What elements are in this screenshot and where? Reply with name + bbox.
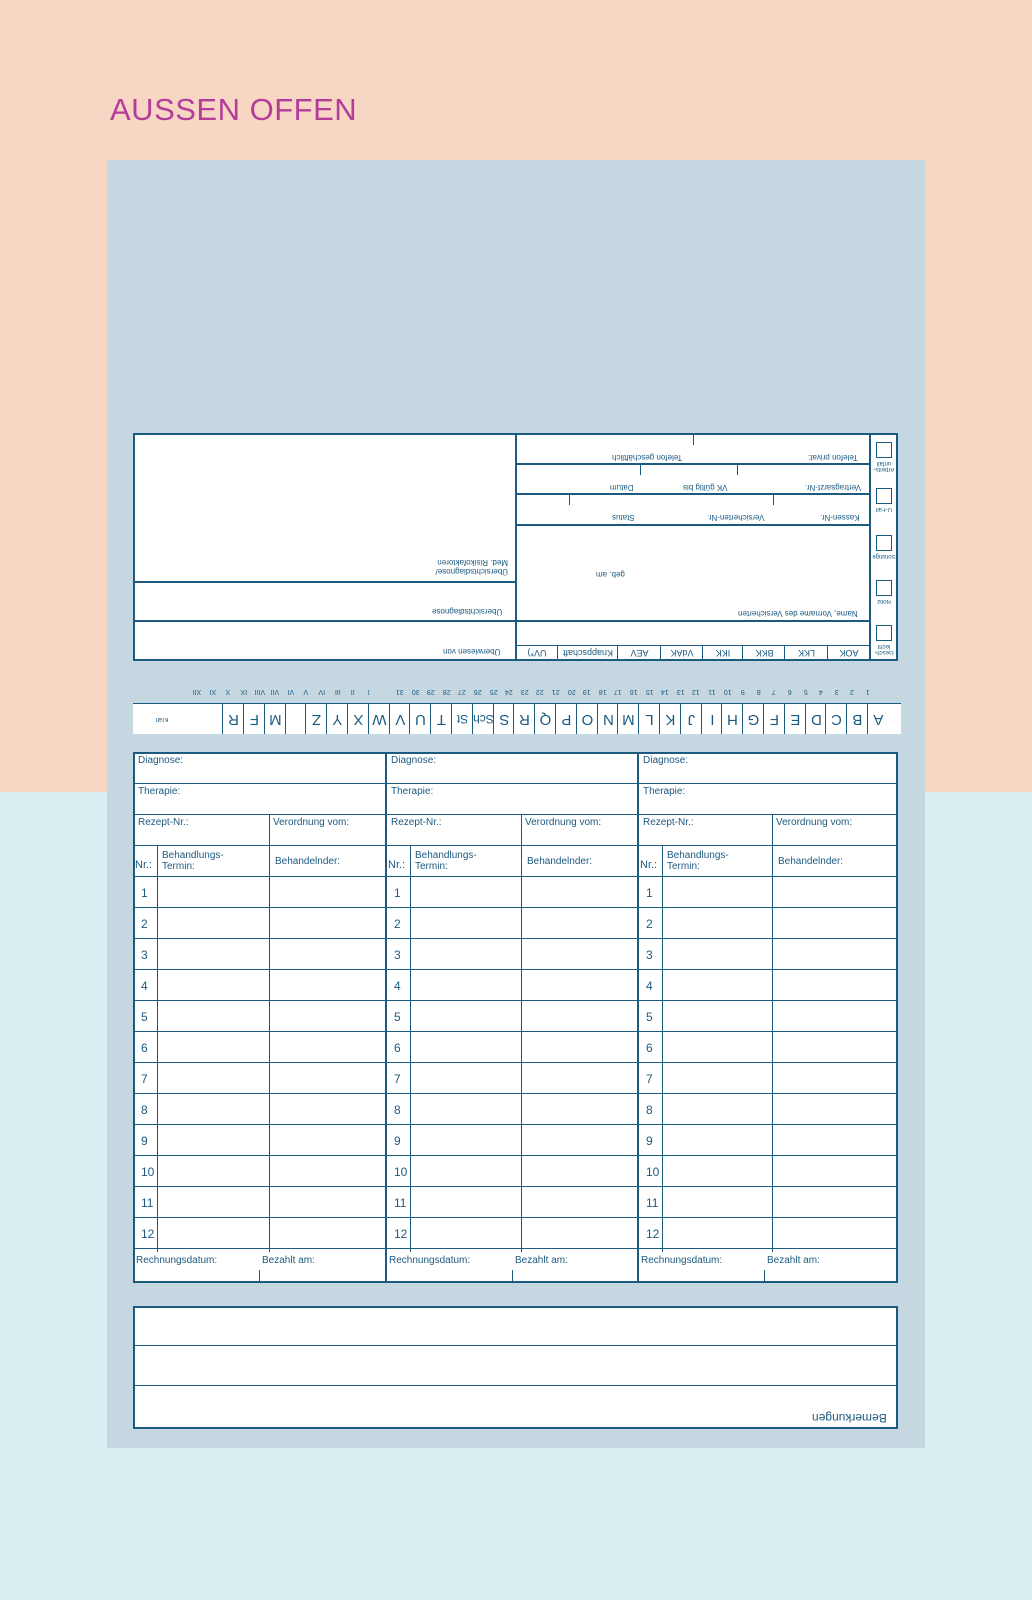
row-number: 11 bbox=[394, 1196, 407, 1210]
overview-diagnosis-risk-label: Übersichtsdiagnose/ Med. Risikofaktoren bbox=[435, 558, 508, 576]
number-tab[interactable]: 3 bbox=[834, 688, 839, 695]
treatment-date-label: Behandlungs- Termin: bbox=[162, 850, 224, 872]
treatment-date-label: Behandlungs- Termin: bbox=[415, 850, 477, 872]
small-index-label: Kraft bbox=[155, 716, 169, 722]
prescribed-on-label: Verordnung vom: bbox=[273, 817, 350, 828]
invoice-date-label: Rechnungsdatum: bbox=[389, 1255, 471, 1266]
row-number: 6 bbox=[141, 1041, 148, 1055]
insurer-option[interactable]: AEV bbox=[630, 648, 649, 658]
number-tab[interactable]: XII bbox=[192, 688, 202, 695]
row-number: 9 bbox=[646, 1134, 653, 1148]
letter-tab[interactable]: U bbox=[415, 711, 427, 728]
row-number: 1 bbox=[646, 886, 653, 900]
insurer-option[interactable]: LKK bbox=[798, 648, 816, 658]
born-label: geb. am bbox=[596, 570, 625, 579]
contract-doctor-label: Vertragsarzt-Nr. bbox=[805, 483, 862, 492]
nr-label: Nr.: bbox=[135, 859, 153, 871]
number-tab[interactable]: 13 bbox=[676, 688, 685, 695]
insurer-option[interactable]: IKK bbox=[715, 648, 731, 658]
number-tab[interactable]: 16 bbox=[629, 688, 638, 695]
number-tab[interactable]: 5 bbox=[803, 688, 808, 695]
date-label: Datum bbox=[610, 483, 634, 492]
row-number: 8 bbox=[394, 1103, 401, 1117]
number-tab[interactable]: V bbox=[303, 688, 309, 695]
practitioner-label: Behandelnder: bbox=[275, 856, 341, 867]
letter-tab[interactable]: J bbox=[687, 711, 695, 728]
diagnosis-label: Diagnose: bbox=[391, 755, 437, 766]
letter-separator bbox=[222, 704, 223, 734]
row-number: 8 bbox=[141, 1103, 148, 1117]
number-tab[interactable]: 28 bbox=[442, 688, 451, 695]
checkbox-label: U-Fall bbox=[876, 506, 892, 512]
letter-tab[interactable]: L bbox=[645, 711, 654, 728]
row-number: 12 bbox=[141, 1227, 155, 1241]
row-number: 10 bbox=[394, 1165, 408, 1179]
row-number: 2 bbox=[394, 917, 401, 931]
prescribed-on-label: Verordnung vom: bbox=[525, 817, 602, 828]
number-tab[interactable]: 9 bbox=[741, 688, 745, 695]
therapy-label: Therapie: bbox=[138, 786, 181, 797]
row-number: 5 bbox=[646, 1010, 653, 1024]
letter-tab[interactable]: I bbox=[709, 711, 715, 728]
status-label: Status bbox=[612, 513, 635, 522]
number-tab[interactable]: 31 bbox=[395, 688, 404, 695]
letter-index-strip bbox=[133, 703, 901, 734]
checkbox-label: Sonstige bbox=[872, 553, 896, 559]
table-frame bbox=[133, 752, 898, 1283]
insurer-option[interactable]: BKK bbox=[755, 648, 774, 658]
page-title: AUSSEN OFFEN bbox=[110, 92, 358, 127]
prescription-no-label: Rezept-Nr.: bbox=[643, 817, 694, 828]
letter-tab[interactable]: S bbox=[498, 711, 509, 728]
letter-tab[interactable]: T bbox=[437, 711, 447, 728]
prescription-no-label: Rezept-Nr.: bbox=[391, 817, 442, 828]
number-tab[interactable]: XI bbox=[209, 688, 216, 695]
number-tab[interactable]: 19 bbox=[583, 688, 591, 695]
insurer-option[interactable]: VdAK bbox=[670, 648, 694, 658]
number-tab[interactable]: X bbox=[225, 688, 231, 695]
practitioner-label: Behandelnder: bbox=[527, 856, 593, 867]
row-number: 4 bbox=[394, 979, 401, 993]
number-tab[interactable]: IV bbox=[318, 688, 326, 695]
row-number: 9 bbox=[394, 1134, 401, 1148]
number-tab[interactable]: 27 bbox=[458, 688, 467, 695]
number-tab[interactable]: 22 bbox=[536, 688, 545, 695]
paid-on-label: Bezahlt am: bbox=[767, 1255, 820, 1266]
row-number: 3 bbox=[394, 948, 401, 962]
letter-tab[interactable]: F bbox=[249, 711, 259, 728]
letter-tab[interactable]: Q bbox=[539, 711, 552, 728]
remarks-label: Bemerkungen bbox=[812, 1411, 887, 1425]
number-tab[interactable]: III bbox=[334, 688, 341, 695]
row-number: 7 bbox=[141, 1072, 148, 1086]
row-number: 4 bbox=[646, 979, 653, 993]
number-tab[interactable]: 20 bbox=[567, 688, 576, 695]
nr-label: Nr.: bbox=[388, 859, 406, 871]
letter-tab[interactable]: M bbox=[622, 711, 636, 728]
checkbox-label: Gesch-lecht bbox=[874, 643, 894, 655]
option-checkbox[interactable] bbox=[876, 442, 892, 458]
letter-tab[interactable]: E bbox=[790, 711, 801, 728]
letter-tab[interactable]: A bbox=[873, 711, 884, 728]
letter-tab[interactable]: B bbox=[852, 711, 863, 728]
invoice-date-label: Rechnungsdatum: bbox=[641, 1255, 723, 1266]
letter-tab[interactable]: G bbox=[747, 711, 760, 728]
number-tab[interactable]: 10 bbox=[723, 688, 732, 695]
overview-diagnosis-label: Übersichtsdiagnose bbox=[432, 607, 503, 616]
row-number: 5 bbox=[141, 1010, 148, 1024]
checkbox-label: Notiz bbox=[877, 598, 891, 604]
letter-tab[interactable]: X bbox=[353, 711, 364, 728]
valid-until-label: VK gültig bis bbox=[683, 483, 728, 492]
row-number: 3 bbox=[646, 948, 653, 962]
number-tab[interactable]: 29 bbox=[427, 688, 435, 695]
row-number: 8 bbox=[646, 1103, 653, 1117]
number-tab[interactable]: 7 bbox=[772, 688, 777, 695]
letter-tab[interactable]: D bbox=[810, 711, 822, 728]
prescribed-on-label: Verordnung vom: bbox=[776, 817, 853, 828]
option-checkbox[interactable] bbox=[876, 488, 892, 504]
diagnosis-label: Diagnose: bbox=[138, 755, 184, 766]
option-checkbox[interactable] bbox=[876, 625, 892, 641]
row-number: 11 bbox=[646, 1196, 659, 1210]
letter-tab[interactable]: R bbox=[228, 711, 240, 728]
number-tab[interactable]: IX bbox=[240, 688, 248, 695]
treatment-date-label: Behandlungs- Termin: bbox=[667, 850, 729, 872]
row-number: 12 bbox=[646, 1227, 660, 1241]
insurer-option[interactable]: Knappschaft bbox=[562, 648, 614, 658]
number-tab[interactable]: 18 bbox=[598, 688, 607, 695]
number-tab[interactable]: 8 bbox=[756, 688, 761, 695]
number-tab[interactable]: 6 bbox=[787, 688, 792, 695]
row-number: 12 bbox=[394, 1227, 408, 1241]
number-tab[interactable]: I bbox=[367, 688, 370, 695]
number-tab[interactable]: II bbox=[351, 688, 355, 695]
row-number: 1 bbox=[394, 886, 401, 900]
paid-on-label: Bezahlt am: bbox=[515, 1255, 568, 1266]
row-number: 1 bbox=[141, 886, 148, 900]
paid-on-label: Bezahlt am: bbox=[262, 1255, 315, 1266]
name-label: Name, Vorname des Versicherten bbox=[738, 609, 858, 618]
letter-tab[interactable]: R bbox=[519, 711, 531, 728]
letter-tab[interactable]: H bbox=[727, 711, 739, 728]
letter-tab[interactable]: O bbox=[581, 711, 594, 728]
number-tab[interactable]: 14 bbox=[661, 688, 669, 695]
remarks-box[interactable] bbox=[133, 1306, 898, 1429]
letter-tab[interactable]: V bbox=[394, 711, 405, 728]
number-tab[interactable]: VII bbox=[270, 688, 280, 695]
row-number: 11 bbox=[141, 1196, 154, 1210]
number-tab[interactable]: 2 bbox=[850, 688, 855, 695]
row-number: 6 bbox=[646, 1041, 653, 1055]
row-number: 5 bbox=[394, 1010, 401, 1024]
phone-business-label: Telefon geschäftlich bbox=[612, 453, 683, 462]
practitioner-label: Behandelnder: bbox=[778, 856, 844, 867]
insurance-no-label: Kassen-Nr. bbox=[820, 513, 860, 522]
number-tab[interactable]: 12 bbox=[692, 688, 701, 695]
phone-private-label: Telefon privat: bbox=[808, 453, 858, 462]
number-tab[interactable]: 4 bbox=[819, 688, 823, 695]
number-tab[interactable]: VI bbox=[287, 688, 294, 695]
prescription-no-label: Rezept-Nr.: bbox=[138, 817, 189, 828]
referred-by-label: Überwiesen von bbox=[443, 647, 501, 656]
row-number: 3 bbox=[141, 948, 148, 962]
letter-tab[interactable]: C bbox=[831, 711, 843, 728]
row-number: 7 bbox=[394, 1072, 401, 1086]
insured-no-label: Versicherten-Nr. bbox=[707, 513, 765, 522]
number-tab[interactable]: 1 bbox=[865, 688, 870, 695]
option-checkbox[interactable] bbox=[876, 580, 892, 596]
invoice-date-label: Rechnungsdatum: bbox=[136, 1255, 218, 1266]
number-tab[interactable]: 15 bbox=[645, 688, 654, 695]
checkbox-label: Arbeits-unfall bbox=[873, 460, 895, 472]
option-checkbox[interactable] bbox=[876, 535, 892, 551]
letter-tab[interactable]: W bbox=[372, 711, 387, 728]
number-tab[interactable]: 11 bbox=[708, 688, 716, 695]
insurer-option[interactable]: UV*) bbox=[527, 648, 547, 658]
letter-tab[interactable]: Sch bbox=[472, 712, 494, 726]
therapy-label: Therapie: bbox=[643, 786, 686, 797]
number-tab[interactable]: VIII bbox=[254, 688, 265, 695]
number-tab[interactable]: 17 bbox=[614, 688, 623, 695]
row-number: 2 bbox=[141, 917, 148, 931]
letter-tab[interactable] bbox=[286, 704, 307, 734]
number-tab[interactable]: 24 bbox=[505, 688, 513, 695]
letter-tab[interactable]: M bbox=[268, 711, 282, 728]
row-number: 9 bbox=[141, 1134, 148, 1148]
row-number: 10 bbox=[141, 1165, 155, 1179]
row-number: 7 bbox=[646, 1072, 653, 1086]
letter-tab[interactable]: St bbox=[456, 712, 469, 726]
insurer-option[interactable]: AOK bbox=[839, 648, 859, 658]
row-number: 10 bbox=[646, 1165, 660, 1179]
letter-tab[interactable]: F bbox=[769, 711, 779, 728]
letter-tab[interactable]: K bbox=[665, 711, 676, 728]
letter-tab[interactable]: Z bbox=[312, 711, 322, 728]
therapy-label: Therapie: bbox=[391, 786, 434, 797]
diagnosis-label: Diagnose: bbox=[643, 755, 689, 766]
number-tab[interactable]: 30 bbox=[411, 688, 420, 695]
number-tab[interactable]: 25 bbox=[489, 688, 498, 695]
nr-label: Nr.: bbox=[640, 859, 658, 871]
number-tab[interactable]: 23 bbox=[520, 688, 529, 695]
letter-tab[interactable]: Y bbox=[332, 711, 343, 728]
letter-tab[interactable]: P bbox=[561, 711, 572, 728]
row-number: 2 bbox=[646, 917, 653, 931]
number-tab[interactable]: 26 bbox=[473, 688, 482, 695]
row-number: 4 bbox=[141, 979, 148, 993]
row-number: 6 bbox=[394, 1041, 401, 1055]
number-tab[interactable]: 21 bbox=[551, 688, 560, 695]
letter-tab[interactable]: N bbox=[602, 711, 614, 728]
